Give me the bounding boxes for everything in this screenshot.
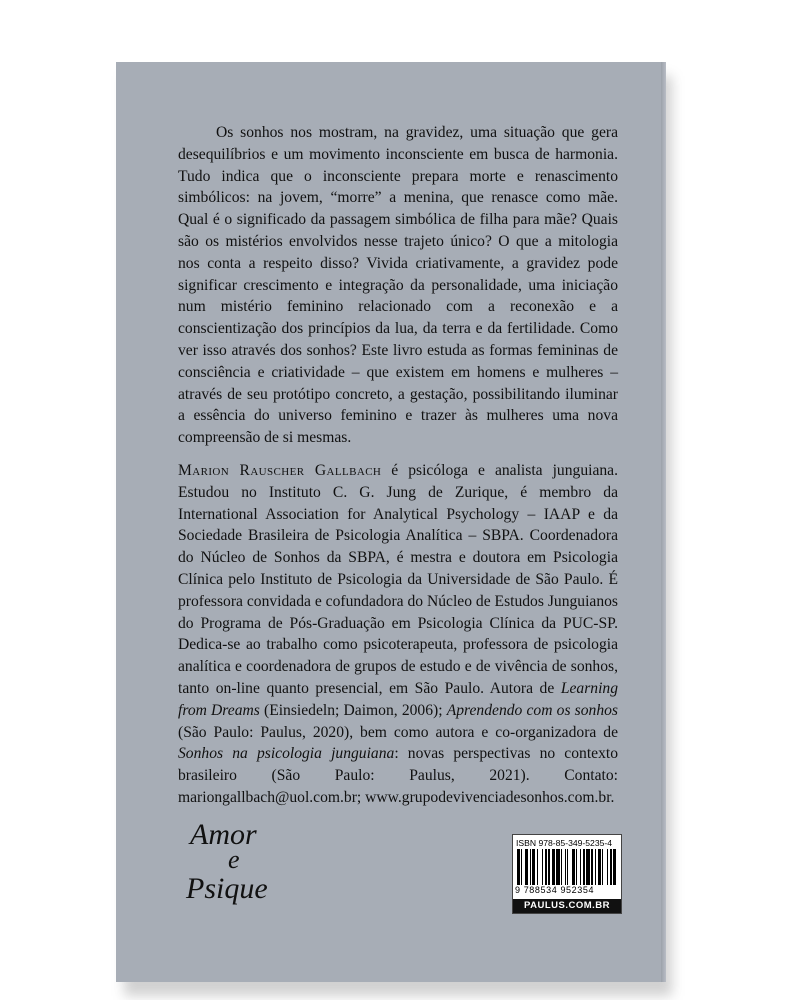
logo-word-psique: Psique — [186, 872, 268, 905]
author-name: Marion Rauscher Gallbach — [178, 462, 382, 479]
book-title-sonhos: Sonhos na psicologia junguiana — [178, 745, 395, 763]
barcode-digits: 9 788534 952354 — [515, 885, 595, 895]
barcode-bars — [517, 849, 617, 885]
logo-word-e: e — [228, 845, 240, 874]
publisher-url: PAULUS.COM.BR — [513, 899, 621, 913]
book-title-learning: Learning from Dreams — [178, 679, 618, 719]
book-back-cover — [116, 62, 666, 982]
author-bio-paragraph — [178, 460, 618, 809]
barcode-bar — [616, 849, 617, 885]
book-title-aprendendo: Aprendendo com os sonhos — [446, 701, 618, 719]
bio-text-3: (São Paulo: Paulus, 2020), bem como autora e co-organizadora de — [178, 723, 618, 741]
cover-edge — [661, 62, 666, 982]
isbn-label: ISBN 978-85-349-5235-4 — [516, 838, 613, 848]
isbn-barcode — [512, 834, 622, 914]
bio-text-2: (Einsiedeln; Daimon, 2006); — [259, 701, 447, 719]
synopsis-paragraph: Os sonhos nos mostram, na gravidez, uma situação que gera desequilíbrios e um movimento inconsciente em busca de harmonia. Tudo indica que o inconsciente prepara morte e renascimento simbólicos: na jovem, “morre” a menina, que renasce como mãe. Qual é o significado da passagem simbólica de filha para mãe? Quais são os mistérios envolvidos nesse trajeto único? O que a mitologia nos conta a respeito disso? Vivida criativamente, a gravidez pode significar crescimento e integração da personalidade, uma iniciação num mistério feminino relacionado com a reconexão e a conscientização dos princípios da lua, da terra e da fertilidade. Como ver isso através dos sonhos? Este livro estuda as formas femininas de consciência e criatividade – que existem em homens e mulheres – através de seu protótipo concreto, a gestação, possibilitando iluminar a essência do universo feminino e trazer às mulheres uma nova compreensão de si mesmas. — [178, 124, 618, 447]
bio-text-1: é psicóloga e analista junguiana. Estudou no Instituto C. G. Jung de Zurique, é membro da International Association for Analytical Psychology – IAAP e da Sociedade Brasileira de Psicologia Analítica – SBPA. Coordenadora do Núcleo de Sonhos da SBPA, é mestra e doutora em Psicologia Clínica pelo Instituto de Psicologia da Universidade de São Paulo. É professora convidada e cofundadora do Núcleo de Estudos Junguianos do Programa de Pós-Graduação em Psicologia Clínica da PUC-SP. Dedica-se ao trabalho como psicoterapeuta, professora de psicologia analítica e coordenadora de grupos de estudo e de vivência de sonhos, tanto on-line quanto presencial, em São Paulo. Autora de — [178, 462, 618, 697]
amor-e-psique-logo — [184, 810, 284, 908]
logo-word-amor: Amor — [190, 818, 257, 851]
bio-text-4: : novas perspectivas no contexto brasileiro (São Paulo: Paulus, 2021). Contato: mariongallbach@uol.com.br; www.grupodevivenciadesonhos.com.br. — [178, 745, 619, 806]
